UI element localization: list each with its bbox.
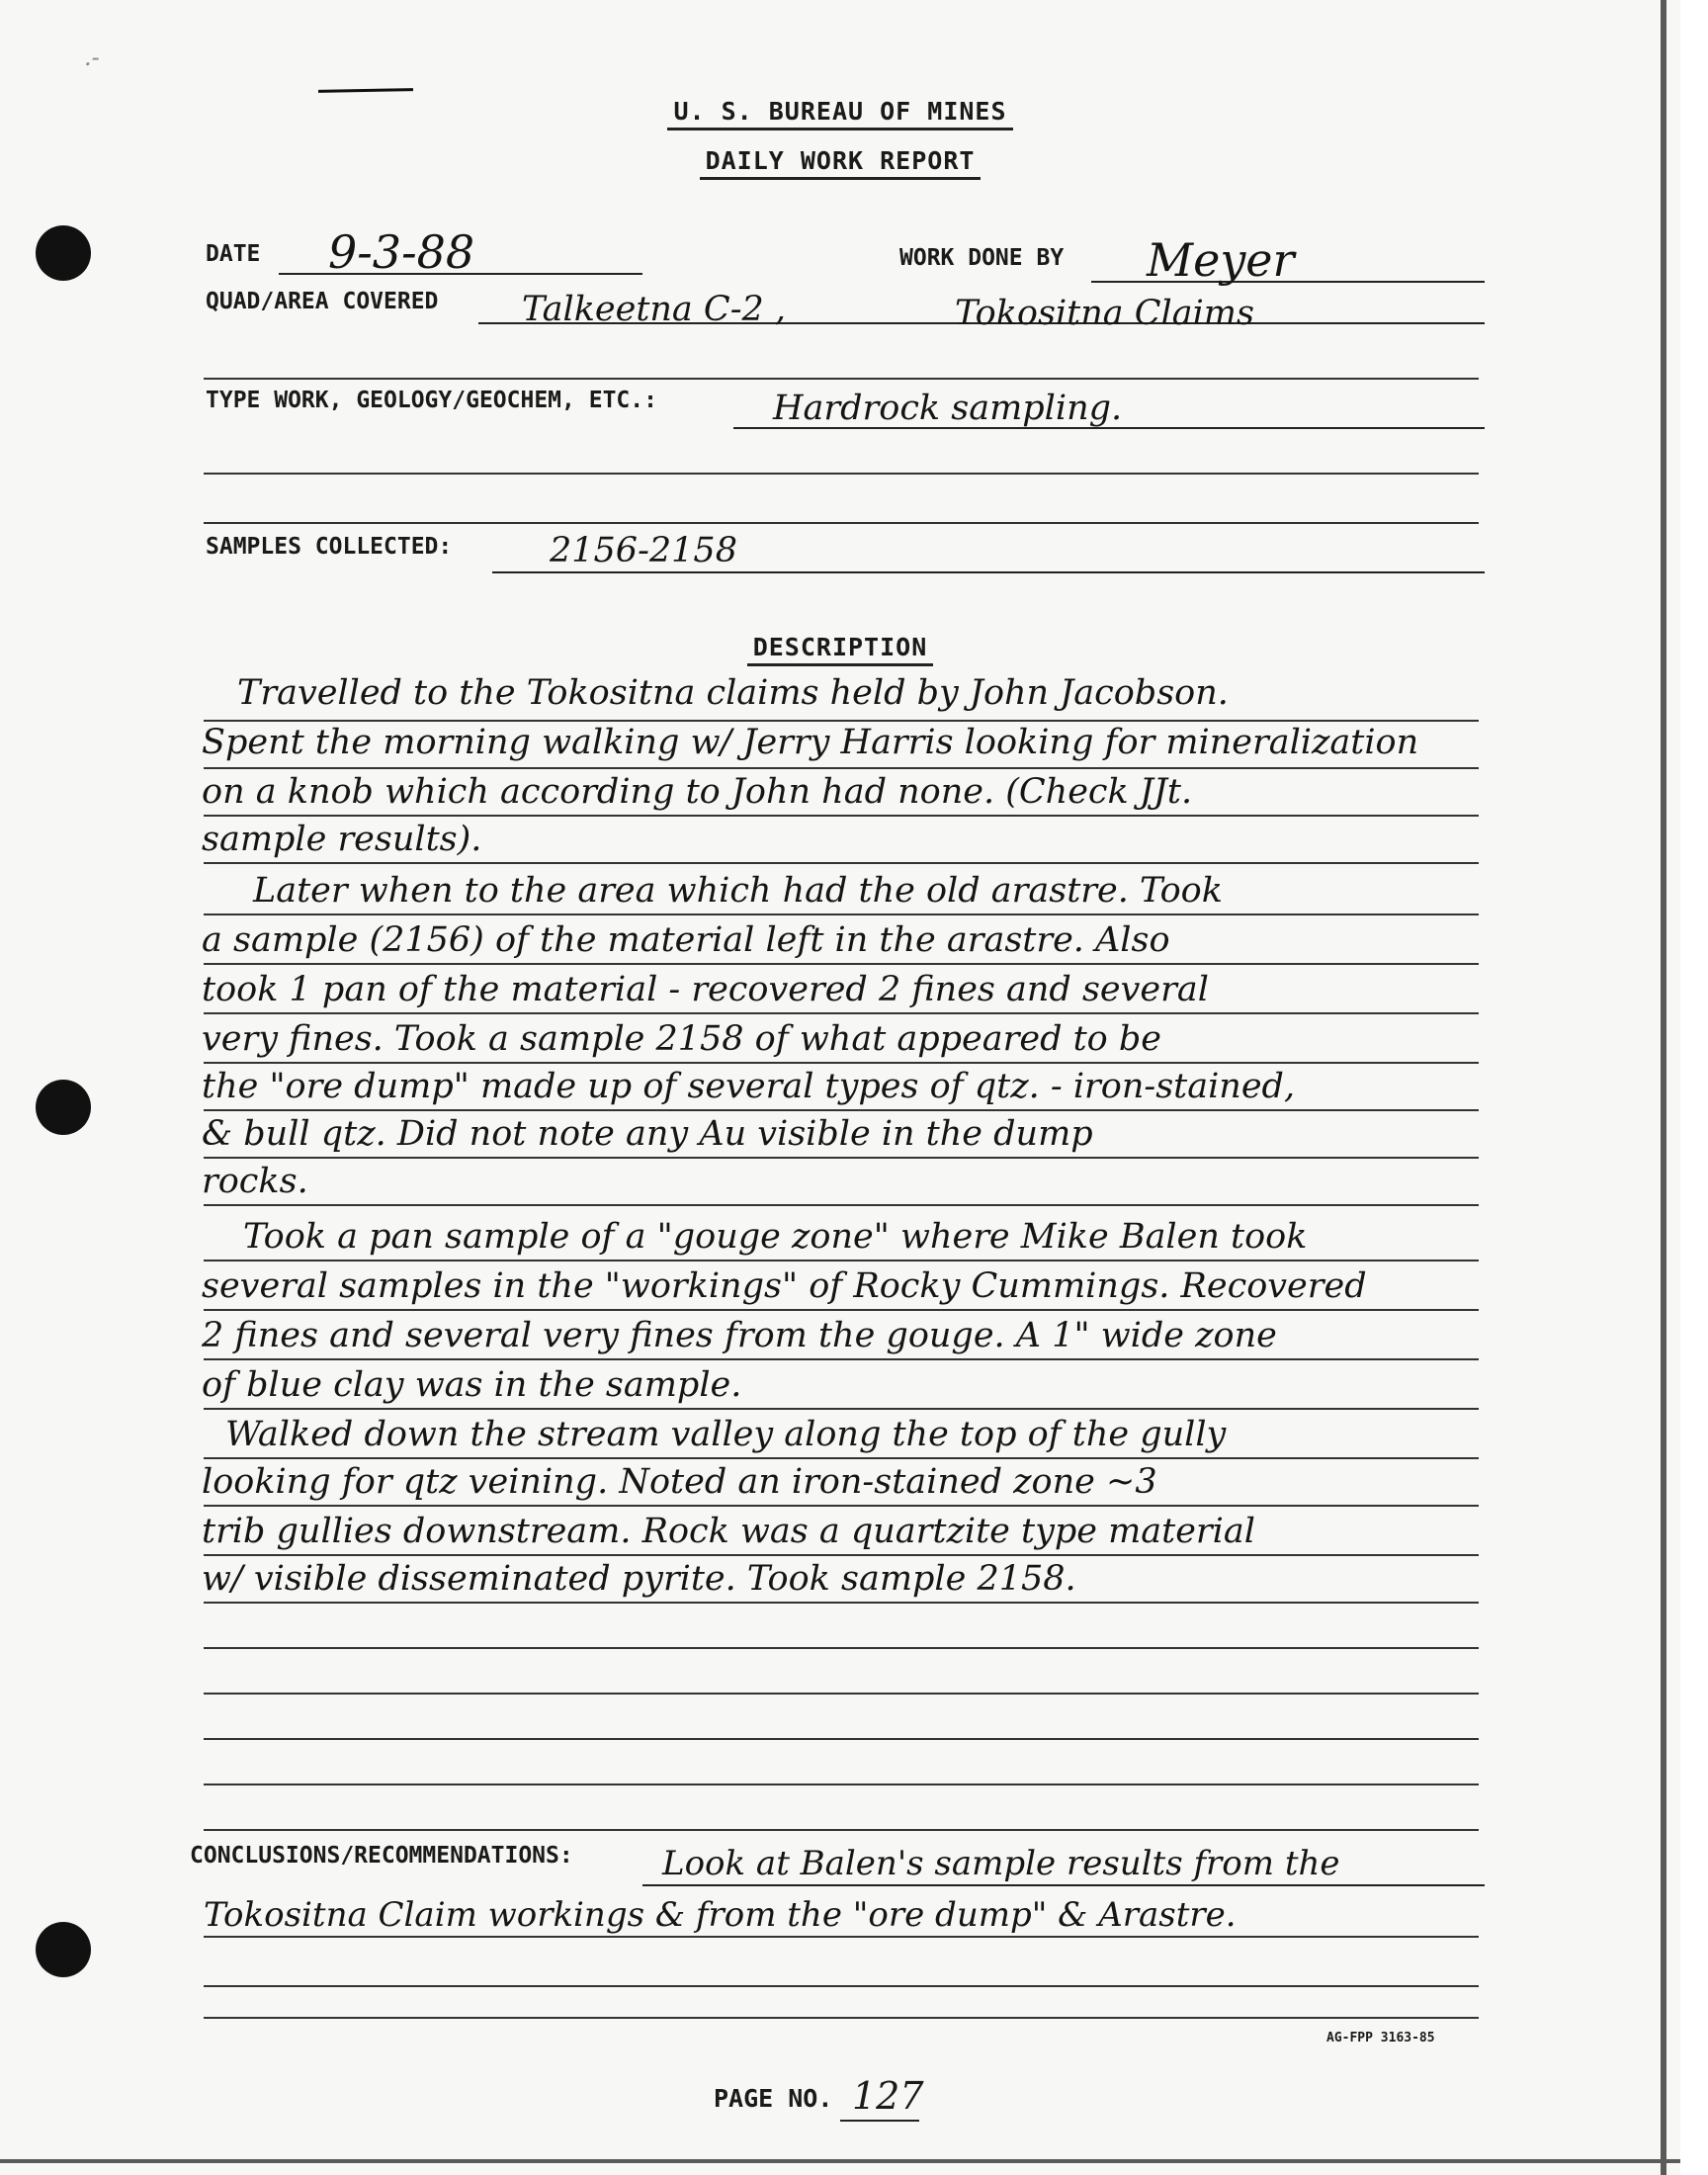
page-number-underline: [840, 2120, 919, 2122]
blank-rule: [204, 378, 1479, 380]
quad-label: QUAD/AREA COVERED: [206, 289, 439, 314]
description-line: of blue clay was in the sample.: [202, 1365, 742, 1405]
description-line: Walked down the stream valley along the top of the gully: [225, 1415, 1227, 1454]
description-line: & bull qtz. Did not note any Au visible in the dump: [202, 1114, 1093, 1154]
punch-hole-middle: [36, 1080, 91, 1135]
description-line: very fines. Took a sample 2158 of what appeared to be: [202, 1019, 1161, 1059]
page-number-label: PAGE NO.: [714, 2084, 833, 2113]
samples-label: SAMPLES COLLECTED:: [206, 534, 453, 560]
quad-value-claims: Tokositna Claims: [955, 294, 1254, 333]
description-heading: DESCRIPTION: [0, 633, 1680, 661]
quad-value: Talkeetna C-2 ,: [522, 290, 787, 329]
description-line: several samples in the "workings" of Rocky Cummings. Recovered: [202, 1266, 1367, 1306]
agency-title: U. S. BUREAU OF MINES: [0, 97, 1680, 126]
work-done-by-value: Meyer: [1147, 233, 1295, 287]
description-line: on a knob which according to John had none. (Check JJt.: [202, 772, 1193, 812]
punch-hole-top: [36, 225, 91, 281]
description-line: the "ore dump" made up of several types of qtz. - iron-stained,: [202, 1067, 1296, 1106]
conclusions-line-2: Tokositna Claim workings & from the "ore dump" & Arastre.: [204, 1895, 1237, 1935]
conclusions-line-1: Look at Balen's sample results from the: [662, 1844, 1340, 1883]
description-line: Travelled to the Tokositna claims held by John Jacobson.: [237, 673, 1229, 713]
blank-rule: [204, 522, 1479, 524]
description-line: w/ visible disseminated pyrite. Took sample 2158.: [202, 1559, 1076, 1599]
corner-scuff: .‐: [84, 44, 100, 71]
description-line: Spent the morning walking w/ Jerry Harris looking for mineralization: [202, 723, 1419, 762]
pen-mark: [318, 88, 413, 93]
date-value: 9-3-88: [328, 225, 475, 279]
description-line: trib gullies downstream. Rock was a quartzite type material: [202, 1512, 1255, 1551]
conclusions-label: CONCLUSIONS/RECOMMENDATIONS:: [190, 1843, 573, 1869]
blank-rule: [204, 473, 1479, 475]
conclusions-underline: [642, 1884, 1485, 1886]
conclusions-rule: [204, 1936, 1479, 1938]
punch-hole-bottom: [36, 1922, 91, 1977]
page-edge-right: [1661, 0, 1666, 2175]
description-line: Later when to the area which had the old arastre. Took: [253, 871, 1223, 911]
samples-underline: [492, 571, 1485, 573]
report-title: DAILY WORK REPORT: [0, 146, 1680, 175]
page-edge-bottom: [0, 2159, 1680, 2163]
description-line: rocks.: [202, 1162, 308, 1201]
work-done-by-label: WORK DONE BY: [899, 245, 1065, 271]
date-label: DATE: [206, 241, 261, 267]
samples-value: 2156-2158: [550, 531, 737, 570]
description-line: Took a pan sample of a "gouge zone" where Mike Balen took: [243, 1217, 1308, 1257]
type-work-label: TYPE WORK, GEOLOGY/GEOCHEM, ETC.:: [206, 388, 657, 413]
page-number-value: 127: [852, 2074, 924, 2118]
blank-rule: [204, 2017, 1479, 2019]
description-line: a sample (2156) of the material left in the arastre. Also: [202, 920, 1170, 960]
description-line: looking for qtz veining. Noted an iron-stained zone ~3: [202, 1462, 1157, 1502]
description-line: 2 fines and several very fines from the gouge. A 1" wide zone: [202, 1316, 1277, 1355]
blank-rule: [204, 1985, 1479, 1987]
type-work-value: Hardrock sampling.: [773, 389, 1123, 428]
form-number: AG-FPP 3163-85: [1326, 2031, 1435, 2045]
description-line: sample results).: [202, 820, 482, 859]
description-line: took 1 pan of the material - recovered 2 fines and several: [202, 970, 1209, 1009]
